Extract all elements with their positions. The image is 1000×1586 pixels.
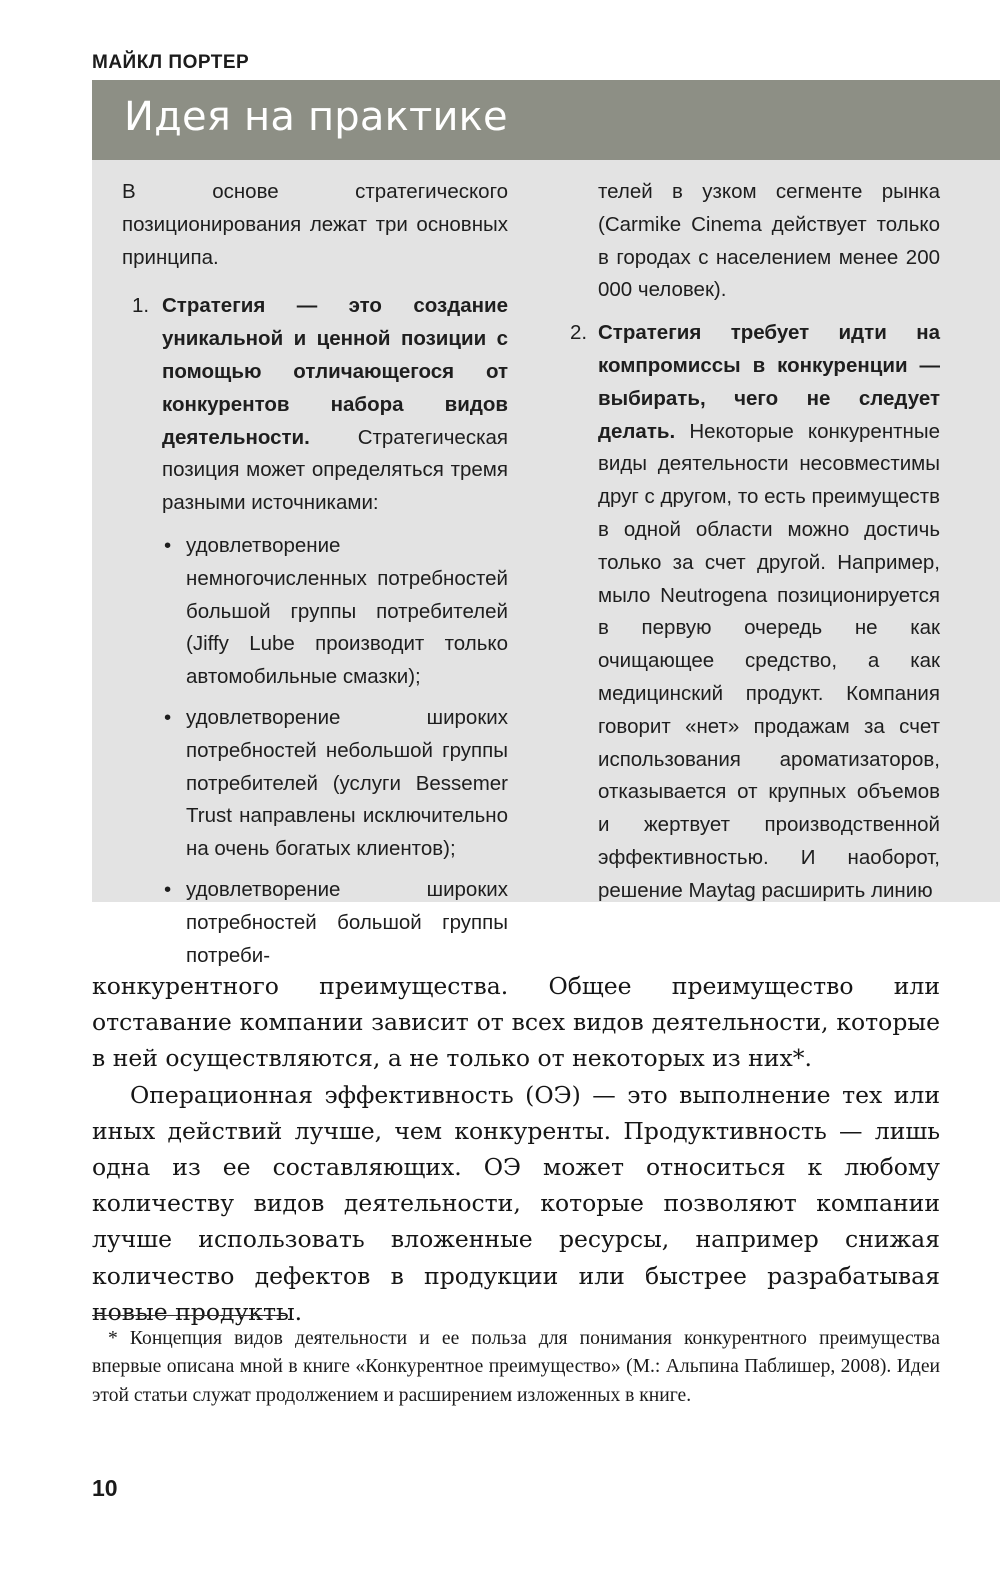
principle-2 [570,317,940,907]
sidebar-right-column [570,176,940,908]
principle-1-text: Стратегическая позиция может определяться тремя разными источниками: [162,425,508,515]
main-body-text [92,968,940,1330]
principle-2-heading: Стратегия требует идти на компромиссы в конкуренции — выбирать, чего не следует делать. [598,321,940,443]
principle-1-number: 1. [132,294,150,318]
principle-2-number: 2. [570,321,588,345]
running-head: МАЙКЛ ПОРТЕР [92,52,250,73]
body-paragraph-1: конкурентного преимущества. Общее преимущество или отставание компании зависит от всех видов деятельности, которые в ней осуществляются, а не только от некоторых из них*. [92,972,940,1073]
principles-list [122,290,508,972]
principle-1-heading: Стратегия — это создание уникальной и ценной позиции с помощью отличающегося от конкурентов набора видов деятельности. [162,294,508,449]
sidebar-header [92,80,1000,160]
positioning-sources-list [162,530,508,972]
footnote: * Концепция видов деятельности и ее польза для понимания конкурентного преимущества впервые описана мной в книге «Конкурентное преимущество» (М.: Альпина Паблишер, 2008). Идеи этой статьи служат продолжением и расширением изложенных в книге. [92,1328,940,1406]
footnote-divider [92,1315,288,1316]
principles-list-continued [570,317,940,907]
source-bullet-3-continued: телей в узком сегменте рынка (Carmike Cinema действует только в городах с населением менее 200 000 человек). [598,180,940,302]
principle-2-text: Некоторые конкурентные виды деятельности несовместимы друг с другом, то есть преимуществ в одной области можно достичь только за счет другой. Например, мыло Neutrogena позиционируется в первую очередь не как очищающее средство, а как медицинский продукт. Компания говорит «нет» продажам за счет использования ароматизаторов, отказывается от крупных объемов и жертвует производственной эффективностью. И наоборот, решение Maytag расширить линию [598,419,940,902]
idea-in-practice-sidebar [92,80,1000,967]
page-number: 10 [92,1475,118,1501]
sidebar-title: Идея на практике [124,94,508,140]
source-bullet-2: • удовлетворение широких потребностей небольшой группы потребителей (услуги Bessemer Trust направлены исключительно на очень богатых клиентов); [162,702,508,866]
source-bullet-1: • удовлетворение немногочисленных потребностей большой группы потребителей (Jiffy Lube производит только автомобильные смазки); [162,530,508,694]
sidebar-left-column [122,176,508,980]
source-bullet-3: • удовлетворение широких потребностей большой группы потреби- [162,874,508,972]
sidebar-intro: В основе стратегического позиционирования лежат три основных принципа. [122,180,508,269]
body-paragraph-2: Операционная эффективность (ОЭ) — это выполнение тех или иных действий лучше, чем конкуренты. Продуктивность — лишь одна из ее составляющих. ОЭ может относиться к любому количеству видов деятельности, которые позволяют компании лучше использовать вложенные ресурсы, например снижая количество дефектов в продукции или быстрее разрабатывая новые продукты. [92,1080,940,1326]
principle-1 [122,290,508,972]
